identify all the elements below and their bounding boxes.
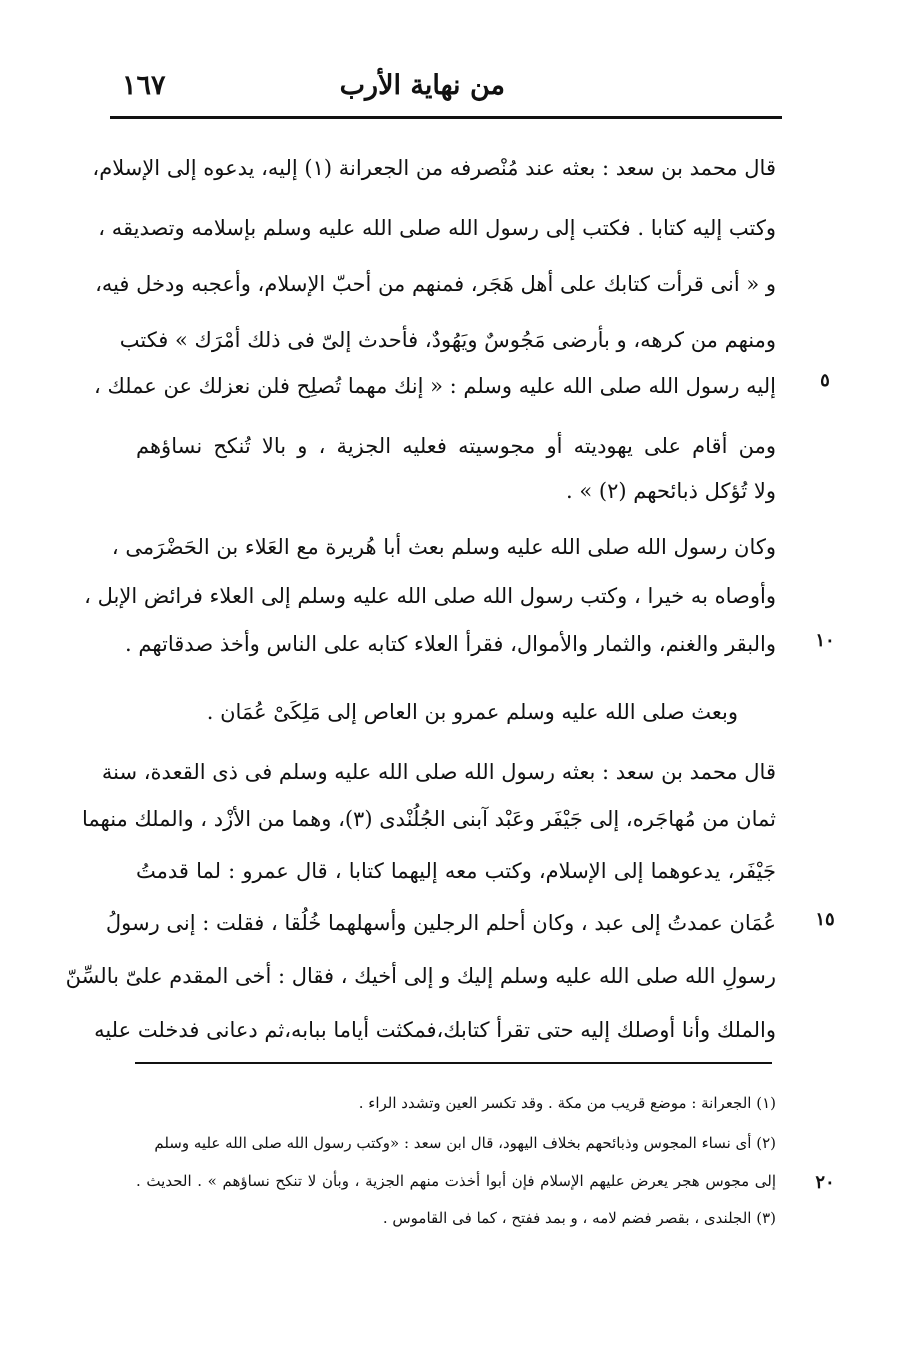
text-line: قال محمد بن سعد : بعثه عند مُنْصرفه من الجعرانة (١) إليه، يدعوه إلى الإسلام، — [92, 156, 776, 180]
page-header — [110, 62, 780, 108]
text-line: والملك وأنا أوصلك إليه حتى تقرأ كتابك،فمكثت أياما ببابه،ثم دعانى فدخلت عليه — [94, 1018, 776, 1042]
text-line: والبقر والغنم، والثمار والأموال، فقرأ العلاء كتابه على الناس وأخذ صدقاتهم . — [125, 632, 776, 656]
footnote: (١) الجعرانة : موضع قريب من مكة . وقد تكسر العين وتشدد الراء . — [358, 1094, 776, 1112]
text-line: و « أنى قرأت كتابك على أهل هَجَر، فمنهم من أحبّ الإسلام، وأعجبه ودخل فيه، — [95, 272, 776, 296]
text-line: ومنهم من كرهه، و بأرضى مَجُوسٌ ويَهُودٌ، فأحدث إلىّ فى ذلك أمْرَك » فكتب — [119, 328, 776, 352]
line-number: ١٠ — [815, 630, 835, 651]
text-line: إليه رسول الله صلى الله عليه وسلم : « إنك مهما تُصلِح فلن نعزلك عن عملك ، — [94, 374, 776, 398]
text-line: رسولِ الله صلى الله عليه وسلم إليك و إلى أخيك ، فقال : أخى المقدم علىّ بالسِّنّ — [65, 964, 776, 988]
page-number: ١٦٧ — [122, 70, 166, 101]
text-line: عُمَان عمدتُ إلى عبد ، وكان أحلم الرجلين وأسهلهما خُلُقا ، فقلت : إنى رسولُ — [105, 911, 776, 935]
header-rule — [110, 116, 782, 119]
footnote: إلى مجوس هجر يعرض عليهم الإسلام فإن أبوا أخذت منهم الجزية ، وبأن لا تنكح نساؤهم » . الحديث . — [136, 1172, 776, 1190]
text-line: ولا تُؤكل ذبائحهم (٢) » . — [566, 479, 776, 503]
text-line: وكتب إليه كتابا . فكتب إلى رسول الله صلى الله عليه وسلم بإسلامه وتصديقه ، — [98, 216, 776, 240]
footnote-rule — [135, 1062, 772, 1064]
text-line: قال محمد بن سعد : بعثه رسول الله صلى الله عليه وسلم فى ذى القعدة، سنة — [101, 760, 776, 784]
text-line: ثمان من مُهاجَره، إلى جَيْفَر وعَبْد آبنى الجُلُنْدى (٣)، وهما من الأزْد ، والملك منهما — [81, 807, 776, 831]
text-line: ومن أقام على يهوديته أو مجوسيته فعليه الجزية ، و بالا تُنكح نساؤهم — [136, 434, 776, 458]
line-number: ٥ — [820, 370, 830, 391]
footnote: (٣) الجلندى ، بقصر فضم لامه ، و بمد ففتح ، كما فى القاموس . — [382, 1209, 776, 1227]
running-title: من نهاية الأرب — [339, 70, 505, 101]
text-line: وكان رسول الله صلى الله عليه وسلم بعث أبا هُريرة مع العَلاء بن الحَضْرَمى ، — [111, 535, 776, 559]
line-number: ٢٠ — [815, 1172, 835, 1193]
text-line: وبعث صلى الله عليه وسلم عمرو بن العاص إلى مَلِكَىْ عُمَان . — [206, 700, 738, 724]
text-line: جَيْفَر، يدعوهما إلى الإسلام، وكتب معه إليهما كتابا ، قال عمرو : لما قدمتُ — [136, 859, 776, 883]
footnote: (٢) أى نساء المجوس وذبائحهم بخلاف اليهود، قال ابن سعد : «وكتب رسول الله صلى الله عليه وسلم — [154, 1134, 776, 1152]
line-number: ١٥ — [815, 909, 835, 930]
text-line: وأوصاه به خيرا ، وكتب رسول الله صلى الله عليه وسلم إلى العلاء فرائض الإبل ، — [84, 584, 776, 608]
